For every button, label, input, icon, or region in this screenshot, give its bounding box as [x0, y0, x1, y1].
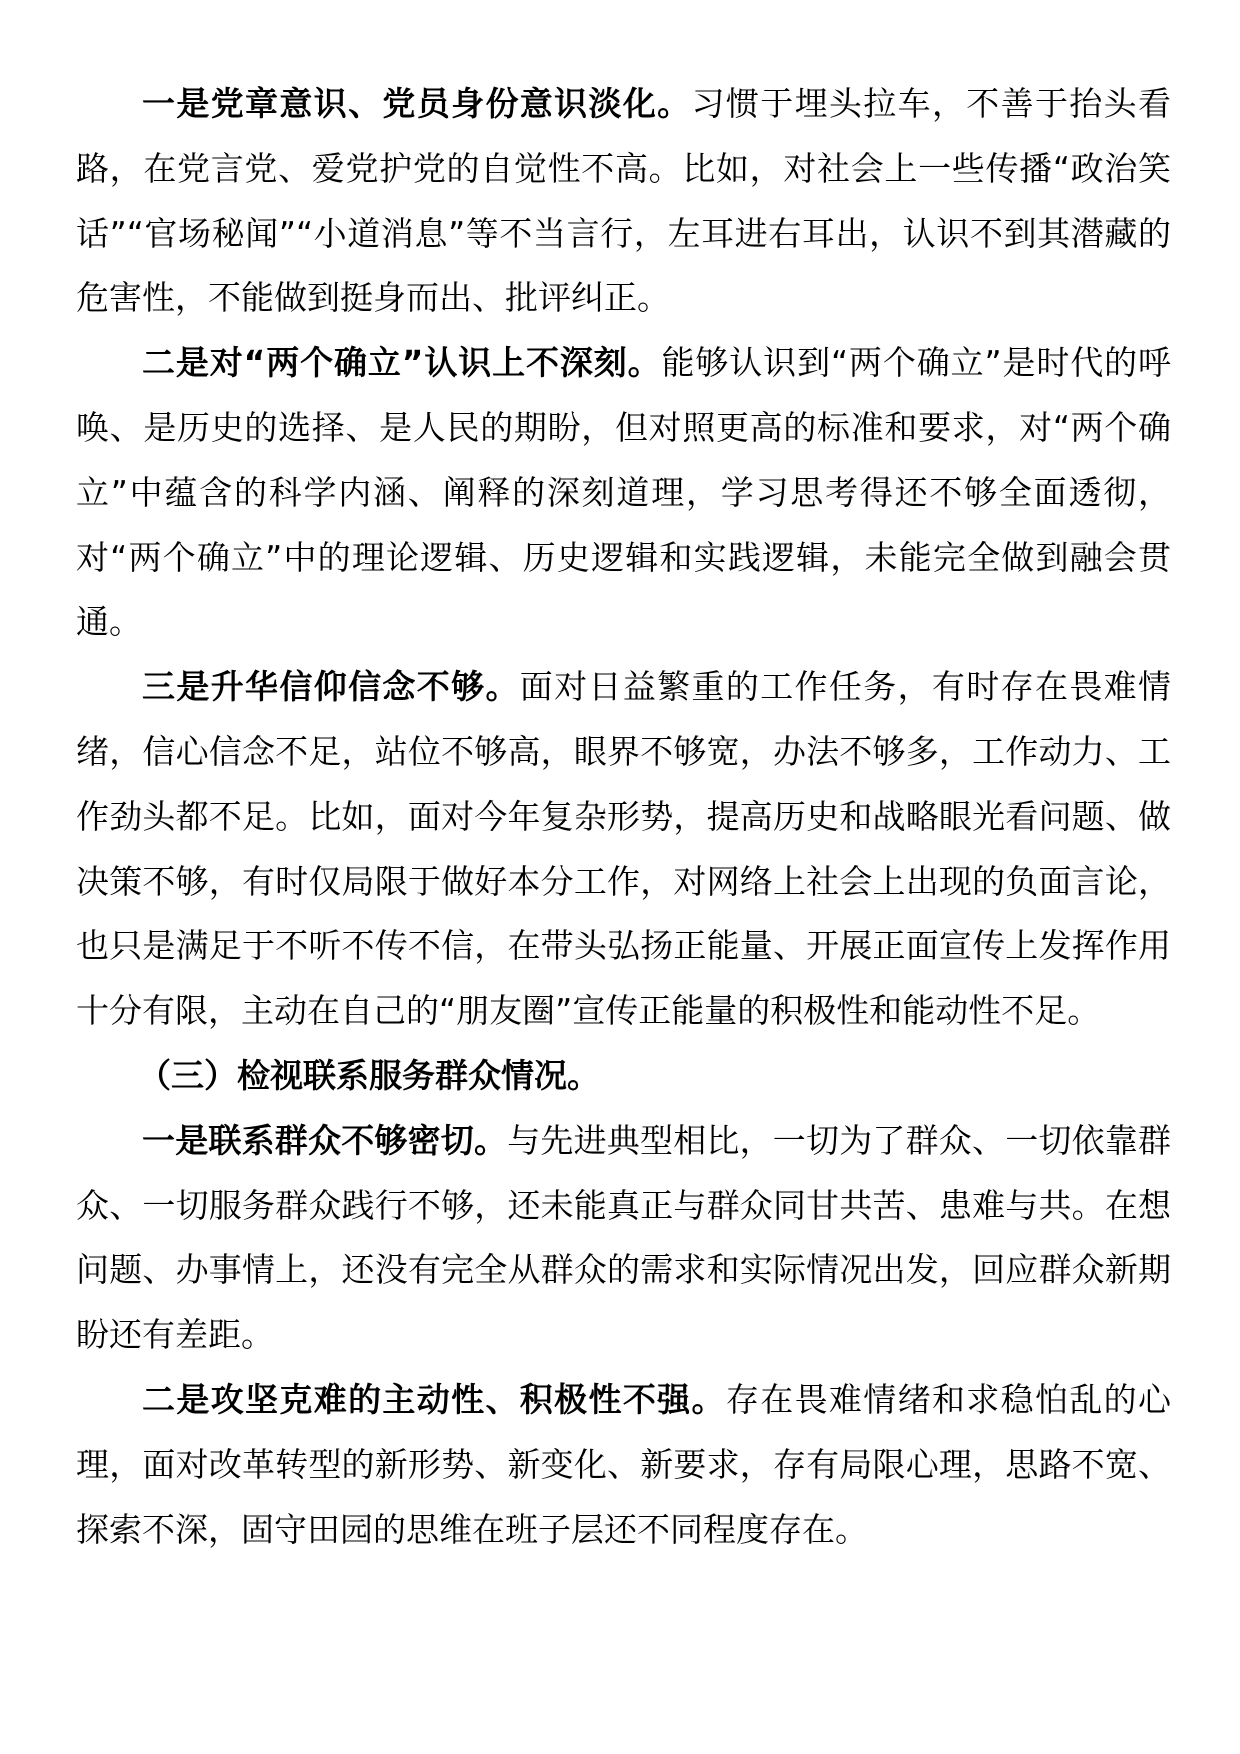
paragraph-body: 习惯于埋头拉车，不善于抬头看路，在党言党、爱党护党的自觉性不高。比如，对社会上一些传播“政治笑话”“官场秘闻”“小道消息”等不当言行，左耳进右耳出，认识不到其潜藏的危害性，不能做到挺身而出、批评纠正。	[76, 84, 1172, 318]
paragraph-tackle-difficulties	[76, 1368, 1171, 1562]
paragraph-lead: 二是对“两个确立”认识上不深刻。	[142, 343, 662, 383]
paragraph-body: 与先进典型相比，一切为了群众、一切依靠群众、一切服务群众践行不够，还未能真正与群众同甘共苦、患难与共。在想问题、办事情上，还没有完全从群众的需求和实际情况出发，回应群众新期盼还有差距。	[76, 1120, 1172, 1355]
paragraph-body: 存在畏难情绪和求稳怕乱的心理，面对改革转型的新形势、新变化、新要求，存有局限心理，思路不宽、探索不深，固守田园的思维在班子层还不同程度存在。	[76, 1379, 1172, 1549]
document-page	[76, 72, 1171, 1562]
paragraph-body: 面对日益繁重的工作任务，有时存在畏难情绪，信心信念不足，站位不够高，眼界不够宽，办法不够多，工作动力、工作劲头都不足。比如，面对今年复杂形势，提高历史和战略眼光看问题、做决策不够，有时仅局限于做好本分工作，对网络上社会上出现的负面言论，也只是满足于不听不传不信，在带头弘扬正能量、开展正面宣传上发挥作用十分有限，主动在自己的“朋友圈”宣传正能量的积极性和能动性不足。	[76, 667, 1172, 1031]
paragraph-contact-masses	[76, 1109, 1171, 1368]
section-heading: （三）检视联系服务群众情况。	[138, 1055, 600, 1095]
paragraph-lead: 二是攻坚克难的主动性、积极性不强。	[142, 1379, 726, 1419]
paragraph-lead: 一是联系群众不够密切。	[142, 1120, 508, 1160]
paragraph-lead: 三是升华信仰信念不够。	[142, 667, 520, 707]
paragraph-party-constitution	[76, 72, 1171, 331]
paragraph-two-establishments	[76, 331, 1171, 655]
paragraph-body: 能够认识到“两个确立”是时代的呼唤、是历史的选择、是人民的期盼，但对照更高的标准和要求，对“两个确立”中蕴含的科学内涵、阐释的深刻道理，学习思考得还不够全面透彻，对“两个确立”中的理论逻辑、历史逻辑和实践逻辑，未能完全做到融会贯通。	[76, 343, 1171, 642]
paragraph-faith-belief	[76, 655, 1171, 1044]
paragraph-lead: 一是党章意识、党员身份意识淡化。	[142, 84, 692, 123]
